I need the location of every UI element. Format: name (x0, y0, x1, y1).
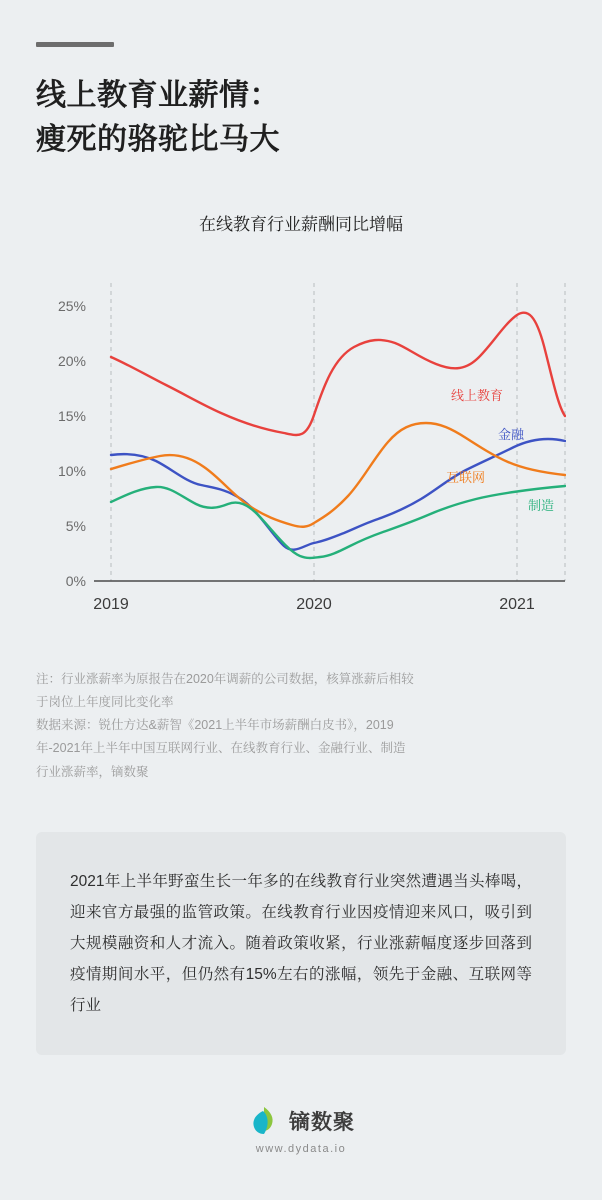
series-label-finance: 金融 (498, 427, 525, 442)
series-line-online-education (111, 313, 565, 435)
footer (0, 1104, 602, 1155)
x-axis-ticks (93, 596, 535, 613)
top-divider-rule (36, 42, 114, 47)
svg-text:25%: 25% (57, 298, 86, 314)
leaf-logo-icon (247, 1104, 281, 1138)
series-line-manufacturing (111, 486, 565, 558)
headline-line-1: 线上教育业薪情： (36, 79, 280, 112)
svg-text:15%: 15% (57, 408, 86, 424)
svg-text:10%: 10% (57, 463, 86, 479)
series-label-online-education: 线上教育 (451, 388, 504, 403)
chart-container (0, 196, 602, 666)
callout-text: 2021年上半年野蛮生长一年多的在线教育行业突然遭遇当头棒喝，迎来官方最强的监管政策。在线教育行业因疫情迎来风口，吸引到大规模融资和人才流入。随着政策收紧，行业涨薪幅度逐步回落到疫情期间水平，但仍然有15%左右的涨幅，领先于金融、互联网等行业 (70, 873, 532, 1014)
note-line-3: 数据来源：锐仕方达&薪智《2021上半年市场薪酬白皮书》，2019 (36, 718, 394, 733)
chart-notes (36, 668, 572, 784)
brand-logo-row (0, 1104, 602, 1138)
series-label-internet: 互联网 (446, 470, 486, 485)
svg-text:2021: 2021 (499, 596, 535, 613)
y-axis-ticks (58, 298, 86, 589)
note-line-5: 行业涨薪率，镝数聚 (36, 764, 149, 779)
svg-text:0%: 0% (65, 573, 86, 589)
chart-plot-area (36, 261, 566, 621)
svg-text:20%: 20% (57, 353, 86, 369)
page-title (36, 74, 556, 161)
chart-title: 在线教育行业薪酬同比增幅 (199, 215, 403, 234)
note-line-1: 注：行业涨薪率为原报告在2020年调薪的公司数据，核算涨薪后相较 (36, 672, 414, 686)
line-chart-svg (36, 261, 566, 621)
svg-text:2019: 2019 (93, 596, 129, 613)
brand-name: 镝数聚 (289, 1111, 355, 1134)
svg-text:2020: 2020 (296, 596, 332, 613)
note-line-4: 年-2021年上半年中国互联网行业、在线教育行业、金融行业、制造 (36, 741, 406, 756)
brand-url: www.dydata.io (255, 1143, 347, 1155)
note-line-2: 于岗位上年度同比变化率 (36, 695, 174, 710)
series-label-manufacturing: 制造 (528, 498, 555, 513)
summary-callout (36, 832, 566, 1055)
svg-text:5%: 5% (65, 518, 86, 534)
headline-line-2: 瘦死的骆驼比马大 (36, 122, 280, 156)
